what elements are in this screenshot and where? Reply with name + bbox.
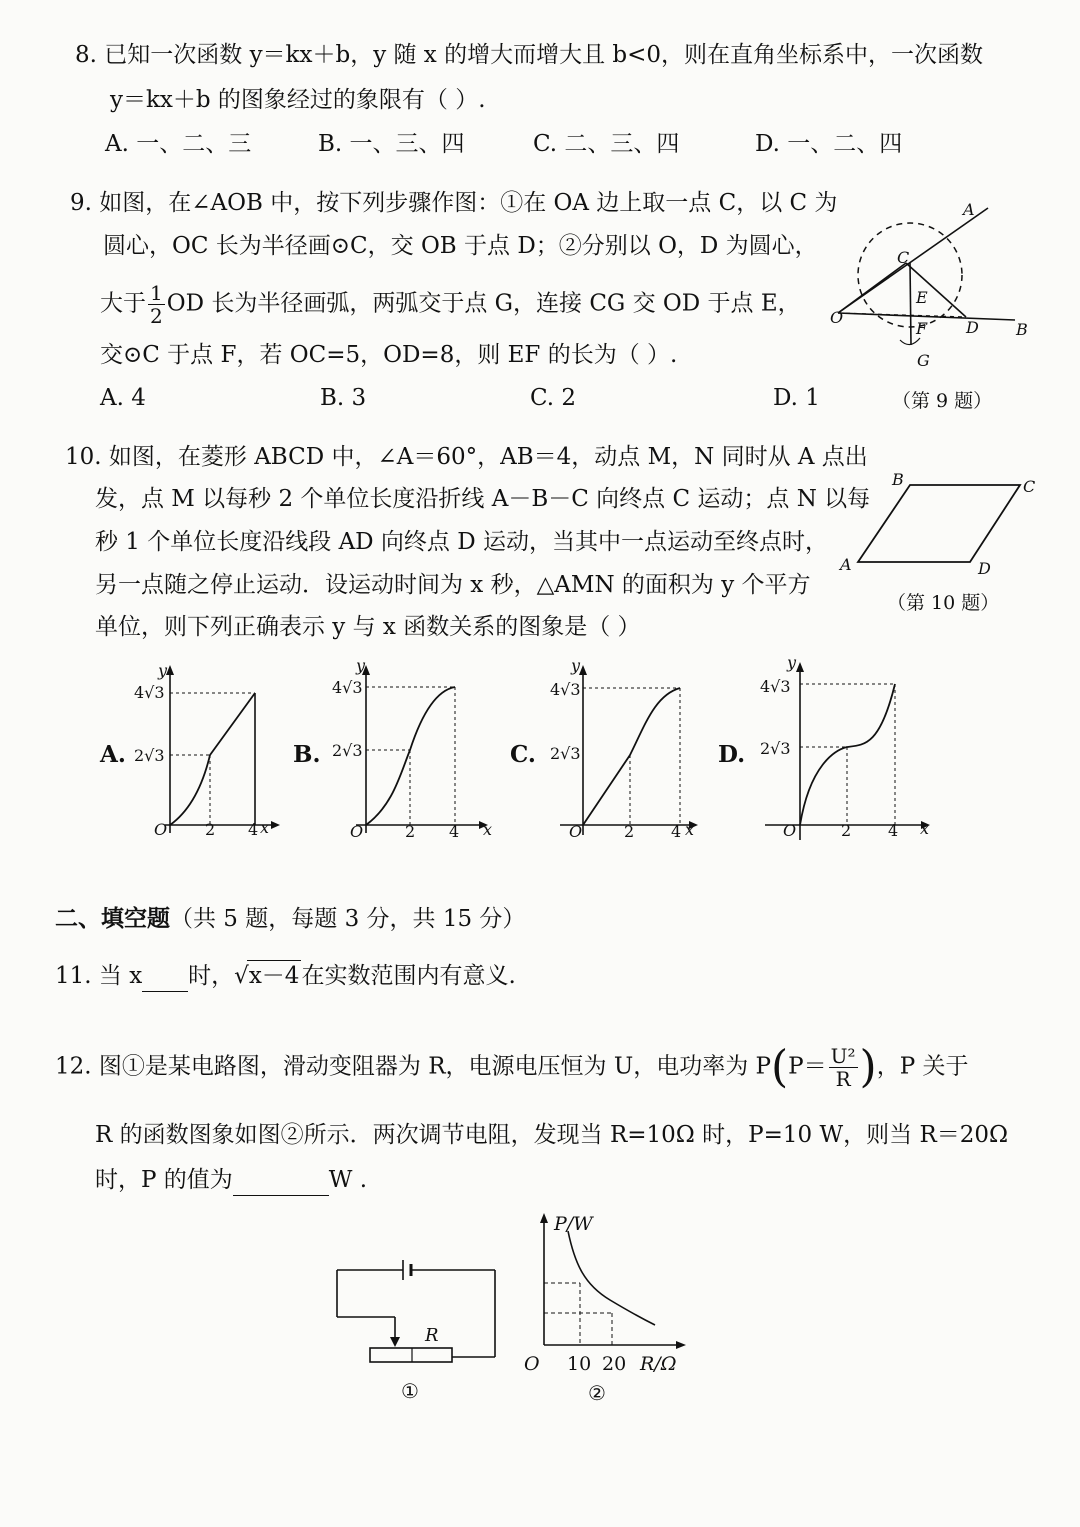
q10-line5: 单位，则下列正确表示 y 与 x 函数关系的图象是（ ） bbox=[95, 614, 641, 640]
q12-fig2-x-label: R/Ω bbox=[640, 1353, 677, 1375]
q12-fig2-y-label: P/W bbox=[554, 1213, 593, 1235]
q12-formula-p: P＝ bbox=[788, 1053, 827, 1080]
q10-d-x4: 4 bbox=[888, 821, 899, 840]
q9-frac-den: 2 bbox=[150, 304, 163, 328]
q10-a-x-label: x bbox=[260, 818, 270, 837]
q9-seg-od-dashed bbox=[838, 313, 966, 317]
q10-d-ytop: 4√3 bbox=[760, 677, 791, 696]
q9-line3 bbox=[100, 282, 801, 327]
q9-label-b: B bbox=[1016, 320, 1028, 339]
q10-c-x4: 4 bbox=[671, 822, 682, 841]
q12-line3 bbox=[95, 1165, 367, 1196]
q12-formula-den: R bbox=[835, 1067, 851, 1091]
q10-label-b: B bbox=[892, 470, 904, 489]
q10-b-x2: 2 bbox=[405, 822, 416, 841]
q10-label-c: C bbox=[1023, 477, 1036, 496]
q9-seg-co bbox=[838, 263, 906, 313]
q9-line3-pre: 大于 bbox=[100, 290, 146, 317]
q10-b-ytop: 4√3 bbox=[332, 678, 363, 697]
q9-label-f: F bbox=[916, 319, 928, 338]
q11-line bbox=[55, 960, 516, 992]
q10-c-ymid: 2√3 bbox=[550, 744, 581, 763]
q12-line2: R 的函数图象如图②所示．两次调节电阻，发现当 R=10Ω 时，P=10 W，则当 R＝20Ω bbox=[95, 1122, 1009, 1148]
q8-option-d[interactable]: D. 一、二、四 bbox=[755, 131, 903, 157]
q12-fig2-x1: 10 bbox=[567, 1353, 592, 1375]
q10-rhombus bbox=[858, 485, 1020, 562]
q10-d-y-label: y bbox=[787, 653, 797, 672]
q8-option-a[interactable]: A. 一、二、三 bbox=[105, 131, 252, 157]
q9-seg-cg bbox=[910, 263, 911, 345]
q12-graph-figure bbox=[520, 1205, 700, 1410]
q10-graph-option-c[interactable]: C. bbox=[510, 741, 536, 768]
q10-c-origin: O bbox=[569, 822, 583, 841]
q9-figure bbox=[820, 190, 1040, 380]
section2-title bbox=[55, 904, 525, 934]
q9-label-g: G bbox=[917, 351, 930, 370]
q10-label-a: A bbox=[840, 555, 852, 574]
q10-d-x2: 2 bbox=[841, 821, 852, 840]
q10-a-ytop: 4√3 bbox=[134, 683, 165, 702]
q9-line3-post: OD 长为半径画弧，两弧交于点 G，连接 CG 交 OD 于点 E， bbox=[166, 290, 801, 317]
section2-note: （共 5 题，每题 3 分，共 15 分） bbox=[170, 906, 526, 932]
q12-line1 bbox=[55, 1041, 969, 1093]
q9-label-e: E bbox=[916, 288, 928, 307]
q10-b-origin: O bbox=[350, 822, 364, 841]
q9-line2: 圆心，OC 长为半径画⊙C，交 OB 于点 D；②分别以 O，D 为圆心， bbox=[103, 233, 818, 259]
q12-line1-post: ，P 关于 bbox=[876, 1053, 969, 1080]
q9-fraction bbox=[148, 282, 165, 327]
q10-c-x2: 2 bbox=[624, 822, 635, 841]
q9-option-d[interactable]: D. 1 bbox=[773, 385, 820, 411]
q10-line3: 秒 1 个单位长度沿线段 AD 向终点 D 运动，当其中一点运动至终点时， bbox=[95, 529, 828, 555]
q10-graph-c bbox=[545, 655, 720, 850]
q8-line2: y＝kx＋b 的图象经过的象限有（ ）. bbox=[110, 87, 486, 113]
q9-label-d: D bbox=[966, 318, 979, 337]
q10-a-x2: 2 bbox=[205, 820, 216, 839]
q10-c-y-label: y bbox=[571, 656, 581, 675]
q8-option-b[interactable]: B. 一、三、四 bbox=[318, 131, 465, 157]
q10-c-x-label: x bbox=[685, 820, 695, 839]
q12-paren-left: ( bbox=[771, 1041, 789, 1093]
q10-graph-d bbox=[755, 650, 940, 845]
q9-seg-cd bbox=[906, 263, 966, 317]
q10-d-x-label: x bbox=[920, 819, 930, 838]
q10-a-y-label: y bbox=[158, 661, 168, 680]
q12-fig1-caption: ① bbox=[401, 1379, 419, 1403]
q10-d-ymid: 2√3 bbox=[760, 739, 791, 758]
q12-slider-arrow bbox=[390, 1337, 400, 1347]
q10-line2: 发，点 M 以每秒 2 个单位长度沿折线 A－B－C 向终点 C 运动；点 N 以每 bbox=[95, 486, 871, 512]
q10-b-x-label: x bbox=[483, 820, 493, 839]
q12-line3-post: W . bbox=[328, 1167, 368, 1193]
q12-fig2-x2: 20 bbox=[602, 1353, 627, 1375]
q9-label-a: A bbox=[963, 200, 975, 219]
q10-b-y-label: y bbox=[356, 656, 366, 675]
q9-caption: （第 9 题） bbox=[892, 390, 993, 412]
q9-frac-num: 1 bbox=[150, 281, 163, 305]
q10-b-ymid: 2√3 bbox=[332, 741, 363, 760]
q10-c-ytop: 4√3 bbox=[550, 680, 581, 699]
q10-graph-b bbox=[328, 655, 503, 850]
q9-label-c: C bbox=[897, 248, 910, 267]
q10-graph-option-d[interactable]: D. bbox=[718, 741, 746, 768]
q10-rhombus-figure bbox=[830, 465, 1050, 585]
q8-line1: 8. 已知一次函数 y＝kx＋b，y 随 x 的增大而增大且 b<0，则在直角坐标系中，一次函数 bbox=[75, 42, 984, 68]
q12-line1-pre: 12. 图①是某电路图，滑动变阻器为 R，电源电压恒为 U，电功率为 P bbox=[55, 1053, 771, 1080]
q12-paren-right: ) bbox=[859, 1041, 877, 1093]
q10-graph-option-b[interactable]: B. bbox=[293, 741, 321, 768]
q11-sqrt: √x－4 bbox=[234, 963, 301, 989]
q12-curve bbox=[568, 1231, 655, 1325]
q11-radicand: x－4 bbox=[247, 960, 302, 991]
q12-line3-pre: 时，P 的值为 bbox=[95, 1167, 233, 1193]
q9-option-c[interactable]: C. 2 bbox=[530, 385, 577, 411]
q9-option-b[interactable]: B. 3 bbox=[320, 385, 367, 411]
q10-a-x4: 4 bbox=[248, 820, 259, 839]
q12-fig1-label-r: R bbox=[425, 1325, 439, 1346]
q9-option-a[interactable]: A. 4 bbox=[100, 385, 146, 411]
q9-arc-g bbox=[900, 338, 920, 345]
q12-answer-blank[interactable] bbox=[233, 1165, 329, 1196]
q11-mid: 时， bbox=[188, 963, 235, 989]
q10-line4: 另一点随之停止运动．设运动时间为 x 秒，△AMN 的面积为 y 个平方 bbox=[95, 572, 811, 598]
q12-circuit-figure bbox=[325, 1255, 510, 1405]
q10-d-origin: O bbox=[783, 821, 797, 840]
q10-a-ymid: 2√3 bbox=[134, 746, 165, 765]
q10-b-x4: 4 bbox=[449, 822, 460, 841]
q9-line4: 交⊙C 于点 F，若 OC=5，OD=8，则 EF 的长为（ ）. bbox=[100, 342, 678, 368]
q10-graph-option-a[interactable]: A. bbox=[100, 741, 126, 768]
q10-graph-a bbox=[130, 655, 290, 850]
section2-heading: 二、填空题 bbox=[55, 905, 170, 932]
q9-line1: 9. 如图，在∠AOB 中，按下列步骤作图：①在 OA 边上取一点 C，以 C 为 bbox=[70, 190, 838, 216]
q8-option-c[interactable]: C. 二、三、四 bbox=[533, 131, 680, 157]
q9-label-o: O bbox=[830, 308, 844, 327]
q12-fig2-caption: ② bbox=[588, 1381, 606, 1405]
q12-resistor bbox=[370, 1348, 452, 1362]
q10-label-d: D bbox=[978, 559, 991, 578]
q12-formula-num: U² bbox=[830, 1044, 856, 1068]
q10-line1: 10. 如图，在菱形 ABCD 中，∠A＝60°，AB＝4，动点 M，N 同时从 A 点出 bbox=[65, 444, 868, 470]
q11-post: 在实数范围内有意义. bbox=[301, 963, 516, 989]
q10-caption: （第 10 题） bbox=[887, 592, 1000, 614]
q12-formula-fraction bbox=[829, 1045, 858, 1090]
q11-answer-blank[interactable] bbox=[142, 961, 188, 992]
q10-a-origin: O bbox=[154, 820, 168, 839]
q11-pre: 11. 当 x bbox=[55, 963, 143, 989]
q12-fig2-origin: O bbox=[524, 1353, 540, 1375]
